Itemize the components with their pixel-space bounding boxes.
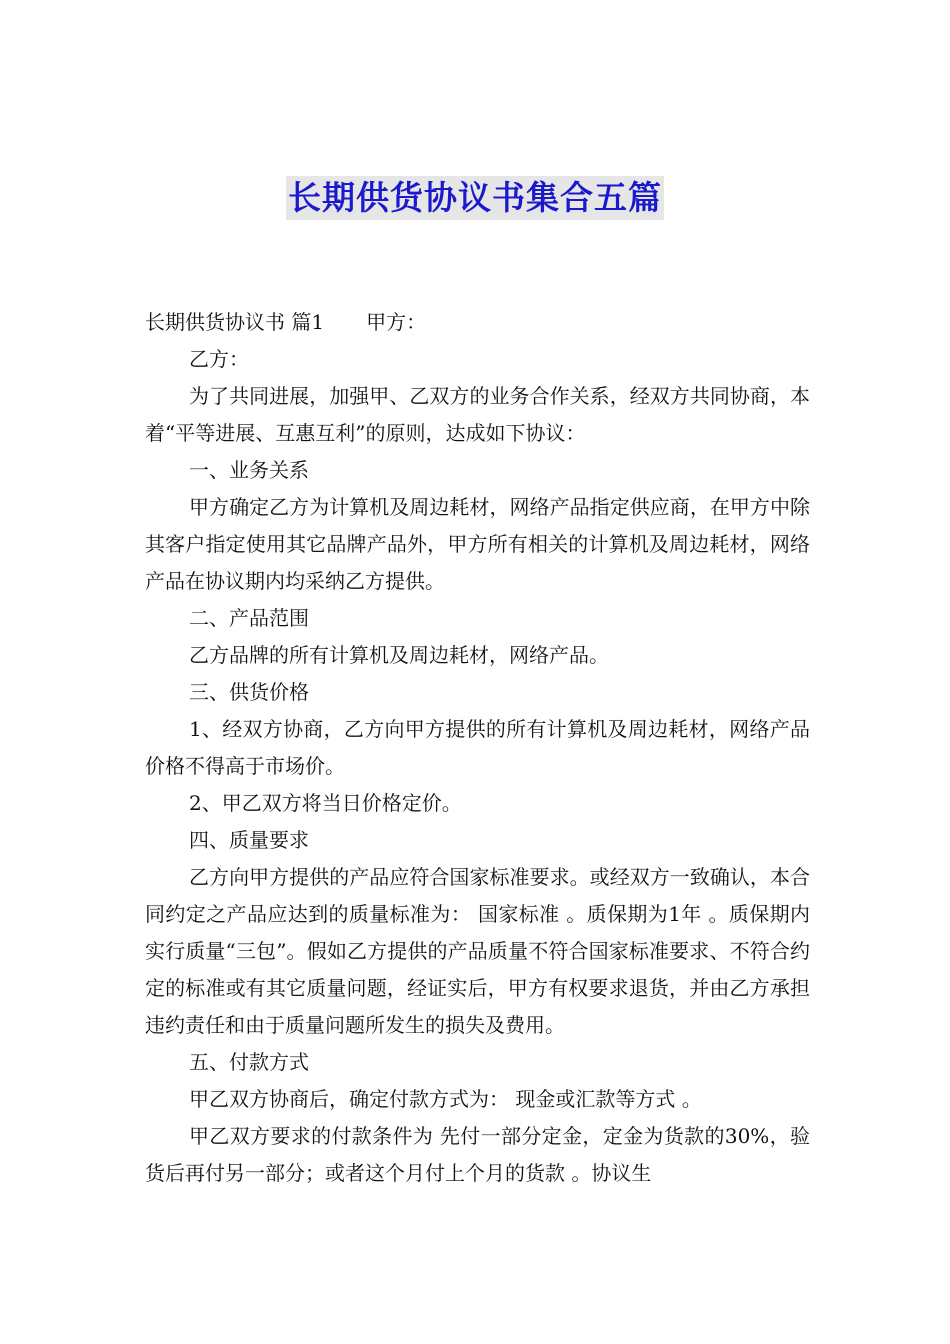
paragraph-business-relation: 甲方确定乙方为计算机及周边耗材，网络产品指定供应商，在甲方中除其客户指定使用其它品牌产品外，甲方所有相关的计算机及周边耗材，网络产品在协议期内均采纳乙方提供。 xyxy=(145,495,810,593)
heading-quality: 四、质量要求 xyxy=(189,828,309,852)
heading-product-scope: 二、产品范围 xyxy=(189,606,309,630)
paragraph-quality: 乙方向甲方提供的产品应符合国家标准要求。或经双方一致确认，本合同约定之产品应达到的质量标准为： 国家标准 。质保期为1年 。质保期内实行质量“三包”。假如乙方提供的产品质量不符合国家标准要求、不符合约定的标准或有其它质量问题，经证实后，甲方有权要求退货，并由乙方承担违约责任和由于质量问题所发生的损失及费用。 xyxy=(145,865,810,1037)
document-body xyxy=(145,304,810,1192)
heading-business-relation: 一、业务关系 xyxy=(189,458,309,482)
party-a-label: 甲方： xyxy=(366,310,427,334)
first-line xyxy=(145,304,810,341)
paragraph-price-1: 1、经双方协商，乙方向甲方提供的所有计算机及周边耗材，网络产品价格不得高于市场价。 xyxy=(145,717,810,778)
paragraph-product-scope: 乙方品牌的所有计算机及周边耗材，网络产品。 xyxy=(189,643,609,667)
paragraph-payment-method: 甲乙双方协商后，确定付款方式为： 现金或汇款等方式 。 xyxy=(189,1087,702,1111)
section-heading: 长期供货协议书 篇1 xyxy=(145,310,325,334)
heading-payment: 五、付款方式 xyxy=(189,1050,309,1074)
title-block xyxy=(0,176,950,220)
heading-supply-price: 三、供货价格 xyxy=(189,680,309,704)
paragraph-intro: 为了共同进展，加强甲、乙双方的业务合作关系，经双方共同协商，本着“平等进展、互惠互利”的原则，达成如下协议： xyxy=(145,384,810,445)
paragraph-payment-terms: 甲乙双方要求的付款条件为 先付一部分定金，定金为货款的30%，验货后再付另一部分；或者这个月付上个月的货款 。协议生 xyxy=(145,1124,810,1185)
paragraph-price-2: 2、甲乙双方将当日价格定价。 xyxy=(189,791,462,815)
paragraph-party-b: 乙方： xyxy=(189,347,249,371)
document-title: 长期供货协议书集合五篇 xyxy=(286,176,664,220)
